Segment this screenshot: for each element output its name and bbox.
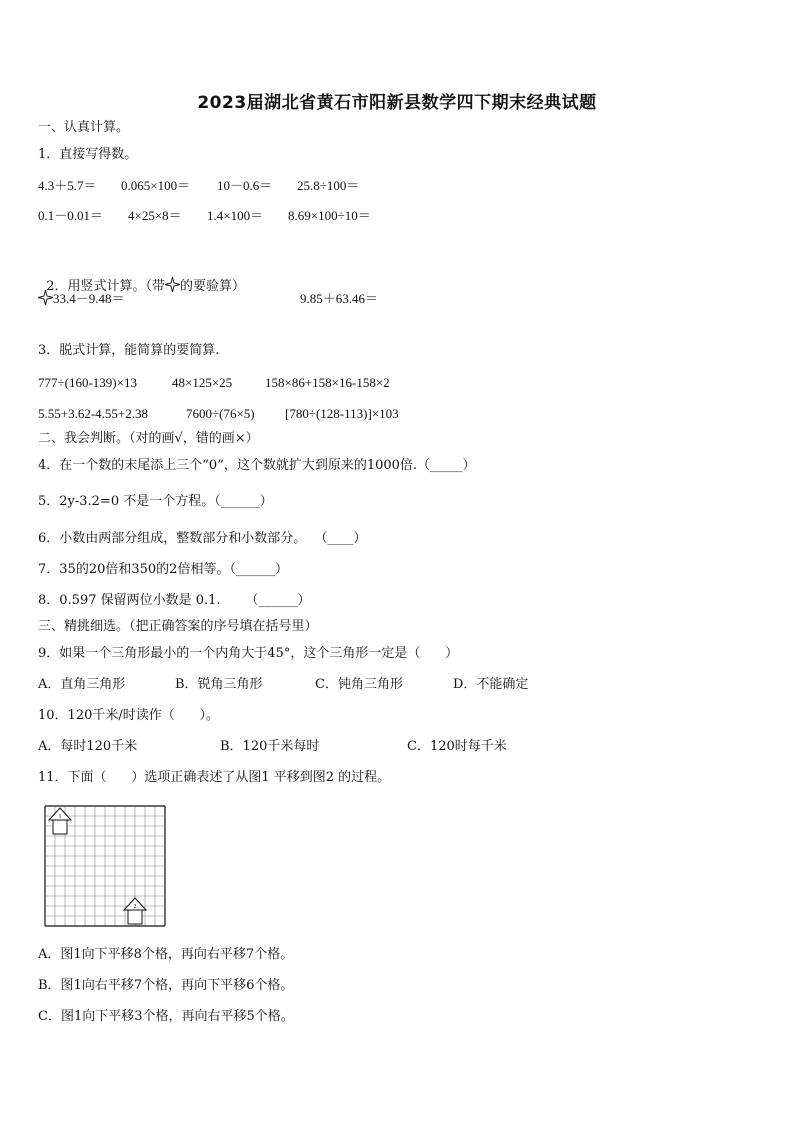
question-1-label: 1．直接写得数。 <box>38 147 138 162</box>
question-11-option-b[interactable]: B．图1向右平移7个格，再向下平移6个格。 <box>38 978 294 993</box>
problem: 25.8÷100＝ <box>297 178 360 193</box>
section-heading-3: 三、精挑细选。（把正确答案的序号填在括号里） <box>38 619 318 634</box>
option-b[interactable]: B．锐角三角形 <box>175 677 263 692</box>
problem: 33.4－9.48＝ <box>53 291 125 306</box>
problem: 9.85＋63.46＝ <box>300 291 379 306</box>
option-a[interactable]: A．每时120千米 <box>38 739 138 754</box>
four-point-star-icon <box>165 277 180 292</box>
option-c[interactable]: C．钝角三角形 <box>315 677 403 692</box>
problem: 48×125×25 <box>172 375 233 390</box>
question-6: 6．小数由两部分组成，整数部分和小数部分。 （____） <box>38 531 367 546</box>
figure-2-label: 2 <box>133 904 137 910</box>
problem: 158×86+158×16-158×2 <box>265 375 390 390</box>
section-heading-2: 二、我会判断。（对的画√，错的画×） <box>38 431 259 446</box>
four-point-star-icon <box>38 290 53 305</box>
question-11-option-c[interactable]: C．图1向下平移3个格，再向右平移5个格。 <box>38 1009 294 1024</box>
option-a[interactable]: A．直角三角形 <box>38 677 126 692</box>
problem: 4×25×8＝ <box>128 208 182 223</box>
figure-1-label: 1 <box>58 814 62 820</box>
problem: 0.065×100＝ <box>121 178 191 193</box>
problem: 4.3＋5.7＝ <box>38 178 97 193</box>
problem: 777÷(160-139)×13 <box>38 375 137 390</box>
option-d[interactable]: D．不能确定 <box>453 677 529 692</box>
problem: 10－0.6＝ <box>217 178 273 193</box>
question-11-label: 11．下面（ ）选项正确表述了从图1 平移到图2 的过程。 <box>38 770 391 785</box>
question-9-label: 9．如果一个三角形最小的一个内角大于45°，这个三角形一定是（ ） <box>38 646 459 661</box>
problem: 0.1－0.01＝ <box>38 208 104 223</box>
problem: [780÷(128-113)]×103 <box>285 406 399 421</box>
problem: 7600÷(76×5) <box>186 406 255 421</box>
problem: 1.4×100＝ <box>207 208 264 223</box>
question-11-option-a[interactable]: A．图1向下平移8个格，再向右平移7个格。 <box>38 947 294 962</box>
question-3-label: 3．脱式计算，能简算的要简算. <box>38 343 220 358</box>
question-8: 8．0.597 保留两位小数是 0.1. （______） <box>38 593 311 608</box>
question-10-label: 10．120千米/时读作（ ）。 <box>38 708 220 723</box>
translation-grid-figure <box>43 804 167 928</box>
question-7: 7．35的20倍和350的2倍相等。（______） <box>38 562 288 577</box>
section-heading-1: 一、认真计算。 <box>38 120 130 135</box>
figure-2-house <box>124 898 146 924</box>
question-4: 4．在一个数的末尾添上三个“0”，这个数就扩大到原来的1000倍.（_____） <box>38 458 476 473</box>
question-2-label-post: 的要验算） <box>180 279 246 294</box>
question-2-label-pre: 2．用竖式计算。（带 <box>46 279 166 294</box>
question-5: 5．2y-3.2=0 不是一个方程。（______） <box>38 494 273 509</box>
problem-with-check <box>38 290 125 308</box>
option-b[interactable]: B．120千米每时 <box>220 739 320 754</box>
problem: 8.69×100÷10＝ <box>288 208 371 223</box>
page-title: 2023届湖北省黄石市阳新县数学四下期末经典试题 <box>197 93 597 113</box>
figure-1-house <box>49 808 71 834</box>
option-c[interactable]: C．120时每千米 <box>407 739 507 754</box>
problem: 5.55+3.62-4.55+2.38 <box>38 406 148 421</box>
